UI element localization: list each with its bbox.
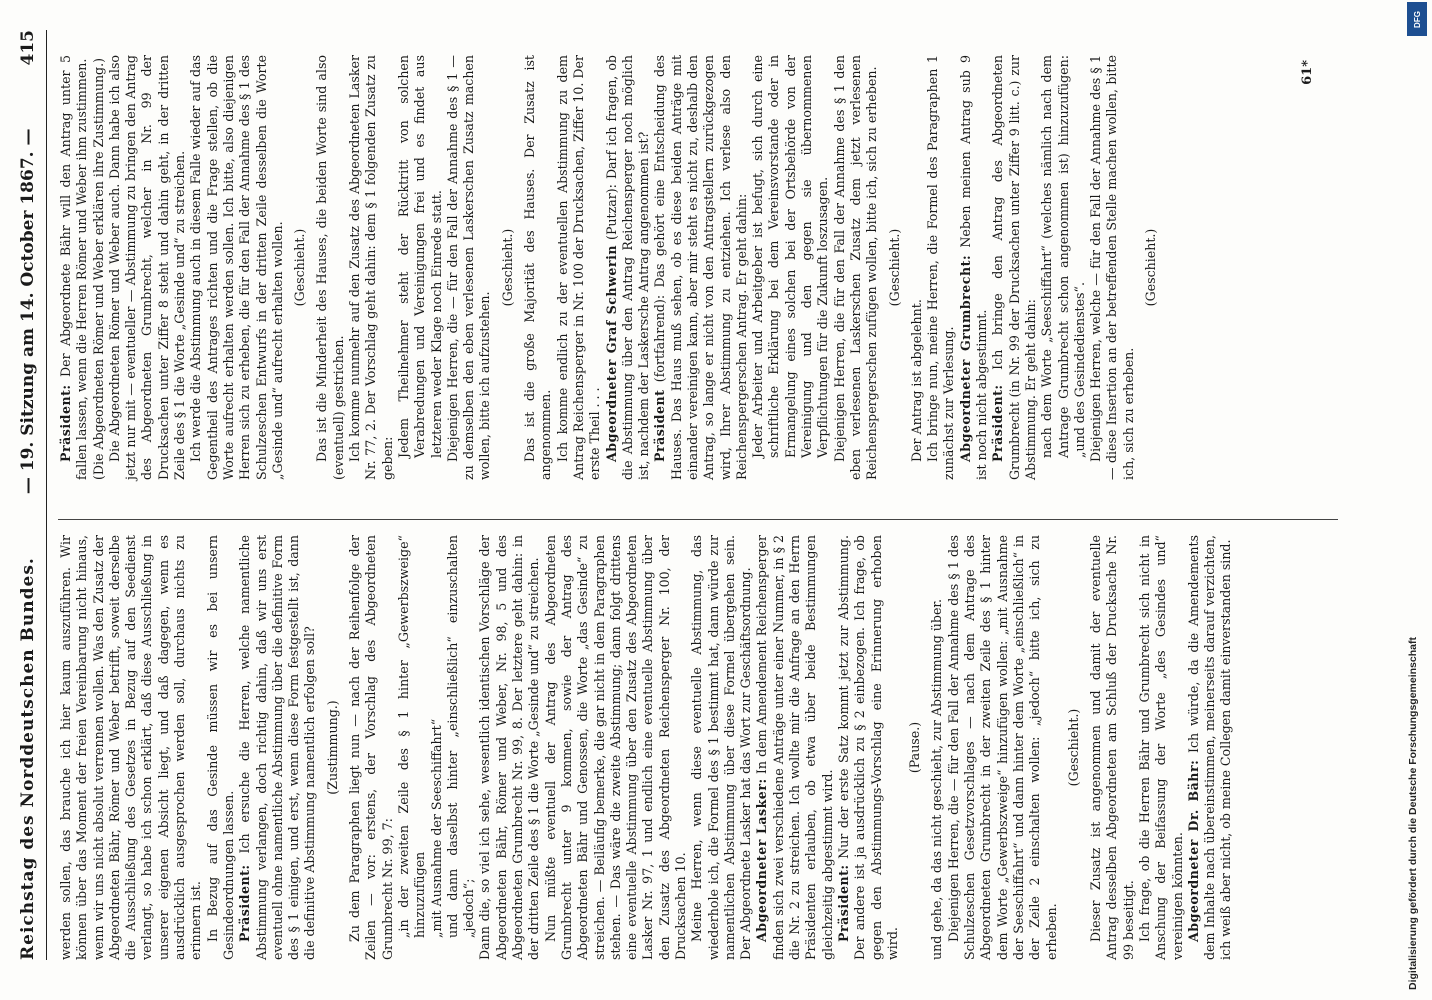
paragraph-text: Diejenigen Herren, welche — für den Fall der Annahme des § 1 — diese Insertion an der betreffenden Stelle machen wollen, bitte ich, sich zu erheben. <box>1088 55 1136 480</box>
paragraph <box>477 535 542 960</box>
stage-direction: (Geschieht.) <box>499 228 515 307</box>
paragraph-text: Der Antrag ist abgelehnt. <box>908 299 924 462</box>
paragraph <box>58 535 205 960</box>
paragraph <box>925 55 958 480</box>
stage-direction: (Geschieht.) <box>1143 228 1158 307</box>
header-rule <box>46 30 47 960</box>
paragraph-text: Das ist die Minderheit des Hauses, die beiden Worte sind also (eventuell) gestrichen. <box>314 55 346 480</box>
paragraph <box>188 55 286 480</box>
quoted-motion: Jedem Theilnehmer steht der Rücktritt von solchen Verabredungen und Vereinigungen frei und es findet aus letzteren weder Klage noch Einrede statt. <box>395 55 444 458</box>
speaker-name: Präsident: <box>835 864 851 942</box>
column-divider <box>58 519 1338 520</box>
paragraph-text: und gehe, da das nicht geschieht, zur Abstimmung über. <box>929 598 945 960</box>
speaker-name: Präsident: <box>237 864 253 942</box>
paragraph-text: Das ist die große Majorität des Hauses. Der Zusatz ist angenommen. <box>522 55 554 480</box>
paragraph <box>689 535 754 960</box>
paragraph <box>652 55 750 480</box>
paragraph-text: Meine Herren, wenn diese eventuelle Abstimmung, das wiederhole ich, die Formel des § 1 bestimmt hat, dann würde zur namentlichen Abstimmung über diese Formel übergehen sein. Der Abgeordnete Lasker hat das Wort zur Geschäftsordnung. <box>689 535 754 960</box>
paragraph-text: Ich frage, ob die Herren Bähr und Grumbrecht sich nicht in Anschung der Beifassung der Worte „des Gesindes und“ vereinigen könnten. <box>1137 535 1185 960</box>
sponsor-notice: Digitalisierung gefördert durch die Deutsche Forschungsgemeinschaft <box>1407 637 1419 990</box>
paragraph-text: Ich ersuche die Herren, welche namentliche Abstimmung verlangen, doch richtig dahin, daß wir uns erst eventuell ohne namentliche Abstimmung über die definitive Form des § 1 einigen, und erst, wenn diese Form festgestellt ist, dann die definitive Abstimmung namentlich erfolgen soll? <box>237 535 318 960</box>
quoted-motion: nach dem Worte „Seeschiffahrt“ (welches nämlich nach dem Antrage Grumbrecht schon angenommen ist) hinzuzufügen: „und des Gesindedienstes“. <box>1039 55 1087 458</box>
stage-direction: (Geschieht.) <box>292 228 308 307</box>
left-column <box>58 535 1235 960</box>
paragraph <box>205 535 238 960</box>
signature-mark: 61* <box>1300 60 1315 85</box>
paragraph <box>237 535 318 960</box>
header-title: Reichstag des Norddeutschen Bundes. <box>18 557 38 960</box>
page-number: 415 <box>18 30 38 66</box>
paragraph <box>836 535 901 960</box>
paragraph <box>990 55 1039 480</box>
paragraph-text: Dann die, so viel ich sehe, wesentlich identischen Vorschläge der Abgeordneten Bähr, Römer und Weber, Nr. 98, 5 und des Abgeordneten Grumbrecht Nr. 99, 8. Der letztere geht dahin: in der dritten Zeile des § 1 die Worte „Gesinde und“ zu streichen. <box>477 535 542 960</box>
paragraph-text: In dem Amendement Reichensperger finden sich zwei verschiedene Anträge unter einer Nummer, in § 2 die Nr. 2 zu streichen. Ich wollte mir die Anfrage an den Herrn Präsidenten erlauben, ob etwa über beide Bestimmungen gleichzeitig abgestimmt wird. <box>754 535 835 960</box>
paragraph <box>958 55 991 480</box>
paragraph-text: In Bezug auf das Gesinde müssen wir es bei unsern Gesindeordnungen lassen. <box>204 535 236 960</box>
paragraph-text: Neben meinen Antrag sub 9 ist noch nicht abgestimmt. <box>957 55 990 480</box>
running-header <box>8 30 48 960</box>
paragraph <box>522 55 555 480</box>
paragraph-text: Ich bringe nun, meine Herren, die Formel des Paragraphen 1 zunächst zur Verlesung. <box>925 55 957 480</box>
paragraph <box>1088 535 1137 960</box>
dfg-logo <box>1407 2 1427 36</box>
paragraph <box>754 535 835 960</box>
paragraph-text: (Putzar): Darf ich fragen, ob die Abstimmung über den Antrag Reichensperger noch möglich ist, nachdem der Laskersche Antrag angenommen ist? <box>603 55 652 480</box>
speaker-name: Abgeordneter Graf Schwerin <box>603 244 619 462</box>
paragraph <box>347 55 396 480</box>
paragraph-text: Ich bringe den Antrag des Abgeordneten Grumbrecht (in Nr. 99 der Drucksachen unter Ziffer 9 litt. c.) zur Abstimmung. Er geht dahin: <box>990 55 1038 480</box>
stage-direction: (Geschieht.) <box>1065 708 1081 787</box>
dfg-logo-label: DFG <box>1412 10 1422 28</box>
speaker-name: Präsident: <box>58 384 73 462</box>
paragraph <box>543 535 690 960</box>
quoted-motion: und dann daselbst hinter „einschließlich“ einzuschalten „jedoch“; <box>444 535 477 938</box>
paragraph-text: Ich würde, da die Amendements dem Inhalte nach übereinstimmen, meinerseits darauf verzichten, ich weiß aber nicht, ob meine Collegen damit einverstanden sind. <box>1185 535 1234 960</box>
paragraph-text: Ich komme endlich zu der eventuellen Abstimmung zu dem Antrag Reichensperger in Nr. 100 der Drucksachen, Ziffer 10. Der erste Theil . . . <box>554 55 603 480</box>
paragraph <box>946 535 1060 960</box>
paragraph-text: Diejenigen Herren, die — für den Fall der Annahme des § 1 des Schulzeschen Gesetzvorschlages — nach dem Antrage des Abgeordneten Grumbrecht in der zweiten Zeile des § 1 hinter dem Worte „Gewerbszweige“ hinzufügen wollen: „mit Ausnahme der Seeschiffahrt“ und dann hinter dem Worte „einschließlich“ in der Zeile 2 einschalten wollen: „jedoch“ bitte ich, sich zu erheben. <box>945 535 1059 960</box>
quoted-motion: Jeder Arbeiter und Arbeitgeber ist befugt, sich durch eine schriftliche Erklärung bei dem Vereinsvorstande oder in Ermangelung eines solchen bei der Ortsbehörde von der Vereinigung und den gegen sie übernommenen Verpflichtungen für die Zukunft loszusagen. <box>750 55 831 458</box>
speaker-name: Abgeordneter Lasker: <box>754 778 770 942</box>
paragraph-text: Nun müßte eventuell der Antrag des Abgeordneten Grumbrecht unter 9 kommen, sowie der Antrag des Abgeordneten Bähr und Genossen, die Worte „das Gesinde“ zu streichen. — Beiläufig bemerke, die gar nicht in dem Paragraphen stehen. — Das wäre die zweite Abstimmung; dann folgt drittens eine eventuelle Abstimmung über den Zusatz des Abgeordneten Lasker Nr. 97, 1 und endlich eine eventuelle Abstimmung über den Zusatz des Abgeordneten Reichensperger Nr. 100, der Drucksachen 10. <box>542 535 688 960</box>
paragraph <box>555 55 604 480</box>
header-session: — 19. Sitzung am 14. October 1867. — <box>18 128 38 495</box>
paragraph <box>58 55 91 480</box>
speaker-name: Abgeordneter Grumbrecht: <box>957 254 973 462</box>
quoted-motion: „mit Ausnahme der Seeschiffahrt“ <box>428 718 444 938</box>
paragraph <box>91 55 107 480</box>
quoted-motion: „in der zweiten Zeile des § 1 hinter „Gewerbszweige“ hinzuzufügen <box>395 535 428 938</box>
right-column <box>58 55 1165 480</box>
paragraph <box>929 535 945 960</box>
paragraph-text: Diejenigen Herren, die — für den Fall der Annahme des § 1 — zu demselben den eben verlesenen Laskerschen Zusatz machen wollen, bitte ich aufzustehen. <box>444 55 493 480</box>
paragraph <box>1088 55 1137 480</box>
paragraph-text: Nur der erste Satz kommt jetzt zur Abstimmung. Der andere ist ja ausdrücklich zu § 2 einbezogen. Ich frage, ob gegen den Abstimmungs-Vorschlag eine Erinnerung erhoben wird. <box>835 535 900 960</box>
paragraph-text: Ich werde die Abstimmung auch in diesem Falle wieder auf das Gegentheil des Antrages richten und die Frage stellen, ob die Worte aufrecht erhalten werden sollen. Ich bitte, also diejenigen Herren sich zu erheben, die für den Fall der Annahme des § 1 des Schulzeschen Entwurfs in der dritten Zeile desselben die Worte „Gesinde und“ aufrecht erhalten wollen. <box>188 55 285 480</box>
paragraph <box>347 535 396 960</box>
paragraph <box>909 55 925 480</box>
paragraph <box>1186 535 1235 960</box>
paragraph-text: Dieser Zusatz ist angenommen und damit der eventuelle Antrag desselben Abgeordneten am Schluß der Drucksache Nr. 99 beseitigt. <box>1088 535 1136 960</box>
paragraph <box>1137 535 1186 960</box>
paragraph <box>314 55 347 480</box>
speaker-name: Abgeordneter Dr. Bähr: <box>1185 759 1201 942</box>
paragraph-text: (Die Abgeordneten Römer und Weber erklären ihre Zustimmung.) <box>90 57 106 480</box>
paragraph <box>604 55 653 480</box>
speaker-name: Präsident <box>652 389 668 462</box>
stage-direction: (Geschieht.) <box>886 228 902 307</box>
paragraph-text: werden sollen, das brauche ich hier kaum auszuführen. Wir können über das Moment der freien Vereinbarung nicht hinaus, wenn wir uns nicht absolut verrennen wollen. Was den Zusatz der Abgeordneten Bähr, Römer und Weber betrifft, soweit derselbe die Ausschließung des Gesetzes in Bezug auf den Seedienst verlangt, so habe ich schon erklärt, daß diese Ausschließung in unserer eigenen Absicht liegt, und daß dagegen, wenn es ausdrücklich ausgesprochen werden soll, durchaus nichts zu erinnern ist. <box>58 535 204 960</box>
speaker-name: Präsident: <box>990 384 1006 462</box>
paragraph <box>445 55 494 480</box>
paragraph-text: Der Abgeordnete Bähr will den Antrag unter 5 fallen lassen, wenn die Herren Römer und Weber ihm zustimmen. <box>58 55 90 480</box>
paragraph <box>107 55 188 480</box>
paragraph-text: Zu dem Paragraphen liegt nun — nach der Reihenfolge der Zeilen — vor: erstens, der Vorschlag des Abgeordneten Grumbrecht Nr. 99, 7: <box>347 535 395 960</box>
paragraph-text: (fortfahrend): Das gehört eine Entscheidung des Hauses. Das Haus muß sehen, ob es diese beiden Anträge mit einander vereinigen kann, aber mir steht es nicht zu, deshalb den Antrag, so lange er nicht von den Antragstellern zurückgezogen wird, Ihrer Abstimmung zu entziehen. Ich verlese also den Reichenspergerschen Antrag. Er geht dahin: <box>652 55 749 480</box>
stage-direction: (Pause.) <box>907 721 923 774</box>
paragraph-text: Diejenigen Herren, die für den Fall der Annahme des § 1 den eben verlesenen Laskerschen Zusatz dem jetzt verlesenen Reichenspergerschen zufügen wollen, bitte ich, sich zu erheben. <box>831 55 880 480</box>
paragraph <box>832 55 881 480</box>
paragraph-text: Die Abgeordneten Römer und Weber auch. Dann habe ich also jetzt nur mit — eventueller — Abstimmung zu bringen den Antrag des Abgeordneten Grumbrecht, welcher in Nr. 99 der Drucksachen unter Ziffer 8 steht und dahin geht, in der dritten Zeile des § 1 die Worte „Gesinde und“ zu streichen. <box>106 55 188 480</box>
stage-direction: (Zustimmung.) <box>324 700 340 795</box>
paragraph-text: Ich komme nunmehr auf den Zusatz des Abgeordneten Lasker Nr. 77, 2. Der Vorschlag geht dahin: dem § 1 folgenden Zusatz zu geben: <box>347 55 395 480</box>
